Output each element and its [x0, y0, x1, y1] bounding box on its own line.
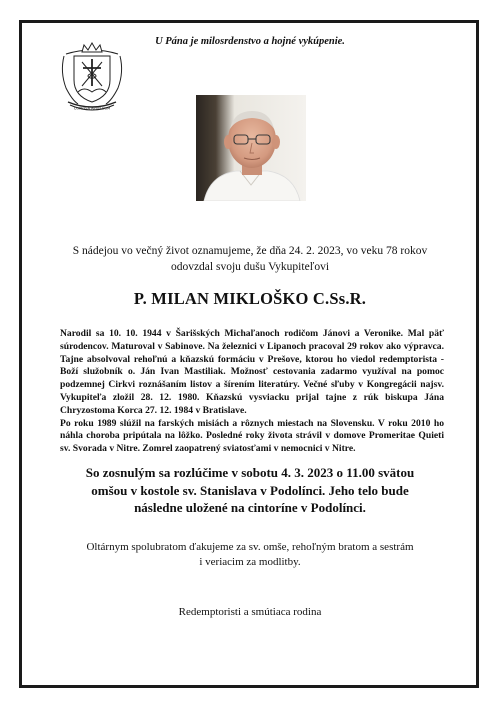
funeral-information	[40, 464, 460, 517]
funeral-line-1: So zosnulým sa rozlúčime v sobotu 4. 3. 2023 o 11.00 svätou	[85, 465, 415, 480]
thanks-line-2: i veriacim za modlitby.	[199, 556, 301, 568]
funeral-line-2: omšou v kostole sv. Stanislava v Podolínci. Jeho telo bude	[91, 482, 409, 498]
biography	[60, 328, 444, 456]
signature: Redemptoristi a smútiaca rodina	[178, 606, 322, 618]
funeral-line-3: následne uložené na cintoríne v Podolínci.	[134, 500, 366, 515]
biography-paragraph-2: Po roku 1989 slúžil na farských misiách a rôznych miestach na Slovensku. V roku 2010 ho náhla choroba pripútala na lôžko. Posledné roky života strávil v domove Promeritae Quieti sv. Svorada v Nitre. Zomrel zaopatrený sviatosťami v nemocnici v Nitre.	[60, 417, 444, 455]
svg-text:COPIOSA APUD EUM: COPIOSA APUD EUM	[73, 106, 111, 111]
motto: U Pána je milosrdenstvo a hojné vykúpenie.	[155, 36, 345, 47]
biography-paragraph-1: Narodil sa 10. 10. 1944 v Šarišských Michaľanoch rodičom Jánovi a Veronike. Mal päť súrodencov. Maturoval v Sabinove. Na železnici v Lipanoch pracoval 29 rokov ako výpravca. Tajne absolvoval rehoľnú a kňazskú formáciu v Prešove, ktorou ho viedol redemptorista - Boží služobník o. Ján Ivan Mastiliak. Možnosť cestovania zadarmo využíval na pomoc podzemnej Cirkvi roznášaním listov a šírením literatúry. Večné sľuby v Kongregácii najsv. Vykupiteľa zložil 28. 12. 1980. Kňazskú vysviacku prijal tajne z rúk biskupa Jána Chryzostoma Korca 27. 12. 1984 v Bratislave.	[60, 328, 444, 416]
announcement-line-2: odovzdal svoju dušu Vykupiteľovi	[170, 261, 330, 273]
announcement-line-1: S nádejou vo večný život oznamujeme, že dňa 24. 2. 2023, vo veku 78 rokov	[72, 245, 428, 257]
redemptorist-crest-icon	[58, 42, 126, 112]
thanks-note	[40, 540, 460, 570]
deceased-name: P. MILAN MIKLOŠKO C.Ss.R.	[133, 289, 367, 308]
portrait-photo	[196, 95, 306, 201]
thanks-line-1: Oltárnym spolubratom ďakujeme za sv. omše, rehoľným bratom a sestrám	[86, 541, 414, 553]
death-announcement	[40, 243, 460, 275]
